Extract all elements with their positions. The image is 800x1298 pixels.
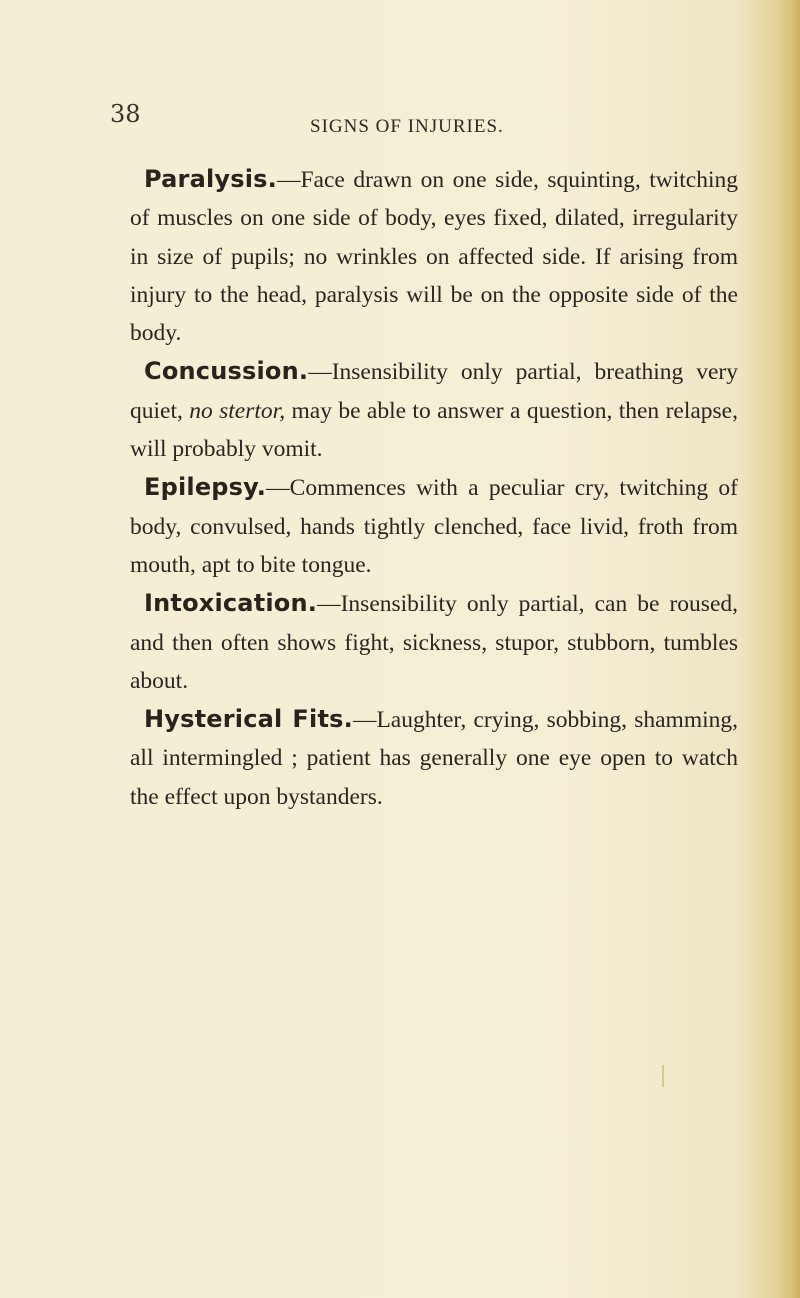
entry-description: —Insensibility only partial, can be roused, and then often shows fight, sickness, stupor, stubborn, tumbles about. [130,591,738,694]
entry-hysterical-fits [130,700,738,816]
entry-description: —Commences with a peculiar cry, twitching of body, convulsed, hands tightly clenched, face livid, froth from mouth, apt to bite tongue. [130,475,738,578]
page-header [110,92,710,137]
entry-epilepsy [130,468,738,584]
entry-intoxication [130,584,738,700]
entry-description: —Face drawn on one side, squinting, twitching of muscles on one side of body, eyes fixed, dilated, irregularity in size of pupils; no wrinkles on affected side. If arising from injury to the head, paralysis will be on the opposite side of the body. [130,167,738,347]
entry-concussion [130,352,738,468]
paper-mark [662,1065,664,1087]
entry-term: Concussion. [144,357,309,386]
entry-term: Intoxication. [144,589,318,618]
entry-term: Paralysis. [144,165,277,193]
entry-description-part: may be able to answer a question, then relapse, will probably vomit. [130,397,738,463]
page-number: 38 [110,100,141,128]
entry-description-italic: no stertor, [189,397,286,424]
entry-term: Epilepsy. [144,473,267,502]
body-text [130,160,738,816]
entry-description: —Laughter, crying, sobbing, shamming, all intermingled ; patient has generally one eye open to watch the effect upon bystanders. [130,707,738,810]
page-edge [778,0,800,1298]
entry-description-part: —Insensibility only partial, breathing very quiet, [130,359,738,424]
running-head: SIGNS OF INJURIES. [310,116,504,137]
entry-term: Hysterical Fits. [144,705,353,734]
entry-paralysis [130,160,738,352]
